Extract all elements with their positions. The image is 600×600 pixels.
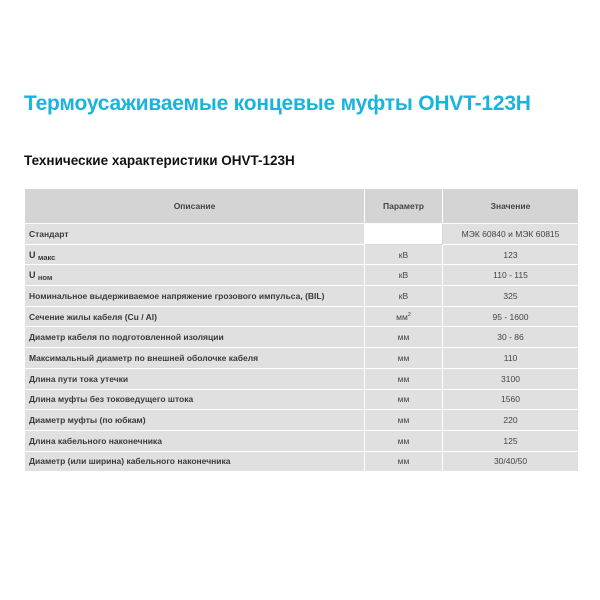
column-header-description: Описание (25, 189, 365, 224)
symbol-u: U (29, 270, 36, 281)
row-parameter (365, 306, 443, 327)
row-description: Номинальное выдерживаемое напряжение грозового импульса, (BIL) (25, 286, 365, 307)
table-row (25, 348, 579, 369)
table-row (25, 327, 579, 348)
row-description: Сечение жилы кабеля (Cu / Al) (25, 306, 365, 327)
table-row (25, 368, 579, 389)
row-value: 3100 (443, 368, 579, 389)
row-value: 1560 (443, 389, 579, 410)
row-parameter: мм (365, 430, 443, 451)
row-value: 325 (443, 286, 579, 307)
table-row (25, 286, 579, 307)
row-description: Диаметр (или ширина) кабельного наконечника (25, 451, 365, 472)
row-value: 110 (443, 348, 579, 369)
row-parameter (365, 224, 443, 245)
table-row (25, 451, 579, 472)
row-description: Длина пути тока утечки (25, 368, 365, 389)
row-parameter: мм (365, 389, 443, 410)
table-row (25, 430, 579, 451)
row-parameter: кВ (365, 244, 443, 265)
row-value: 30 - 86 (443, 327, 579, 348)
unit-superscript: 2 (407, 311, 411, 318)
specs-table (24, 188, 579, 472)
column-header-parameter: Параметр (365, 189, 443, 224)
table-row (25, 389, 579, 410)
row-parameter: мм (365, 368, 443, 389)
row-parameter: мм (365, 451, 443, 472)
row-parameter: мм (365, 327, 443, 348)
row-parameter: кВ (365, 286, 443, 307)
unit-label: мм (396, 311, 408, 322)
table-row (25, 265, 579, 286)
table-header-row (25, 189, 579, 224)
page-title: Термоусаживаемые концевые муфты OHVT-123H (24, 92, 531, 115)
row-value: 123 (443, 244, 579, 265)
table-row (25, 306, 579, 327)
row-value: 125 (443, 430, 579, 451)
row-description: Диаметр муфты (по юбкам) (25, 410, 365, 431)
row-description (25, 244, 365, 265)
symbol-u: U (29, 249, 36, 260)
table-row (25, 244, 579, 265)
row-parameter: кВ (365, 265, 443, 286)
section-title: Технические характеристики OHVT-123H (24, 153, 295, 168)
row-value: 110 - 115 (443, 265, 579, 286)
table-row (25, 410, 579, 431)
row-description: Диаметр кабеля по подготовленной изоляции (25, 327, 365, 348)
symbol-subscript: макс (37, 252, 56, 262)
symbol-subscript: ном (37, 273, 53, 283)
row-description (25, 265, 365, 286)
row-description: Максимальный диаметр по внешней оболочке кабеля (25, 348, 365, 369)
row-value: 30/40/50 (443, 451, 579, 472)
row-value: 220 (443, 410, 579, 431)
row-description: Длина кабельного наконечника (25, 430, 365, 451)
table-row (25, 224, 579, 245)
column-header-value: Значение (443, 189, 579, 224)
row-description: Длина муфты без токоведущего штока (25, 389, 365, 410)
row-parameter: мм (365, 348, 443, 369)
row-value: МЭК 60840 и МЭК 60815 (443, 224, 579, 245)
row-parameter: мм (365, 410, 443, 431)
row-description: Стандарт (25, 224, 365, 245)
row-value: 95 - 1600 (443, 306, 579, 327)
